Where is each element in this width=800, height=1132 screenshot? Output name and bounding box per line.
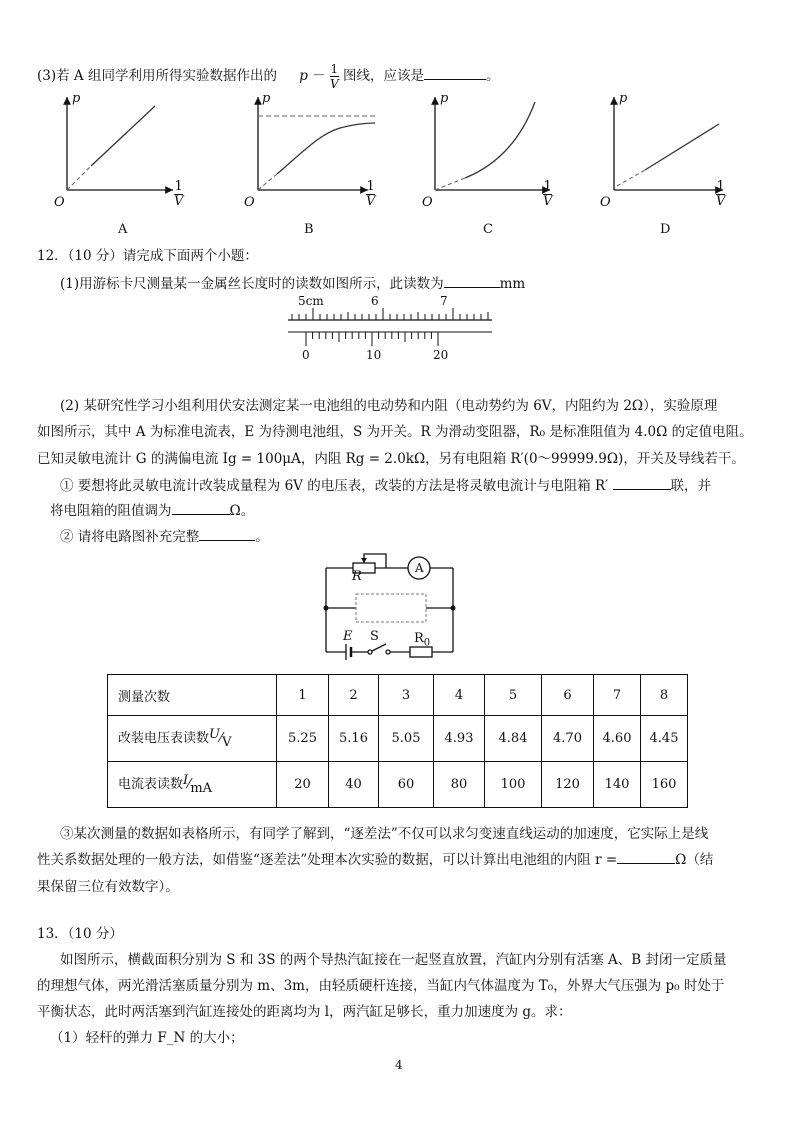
circuit-ammeter-label: A: [415, 561, 424, 575]
graph-a-origin: O: [54, 195, 65, 210]
q13-heading: 13．（10 分）: [37, 926, 123, 942]
graph-a-label: A: [118, 222, 128, 237]
q12-sub3-line1: ③某次测量的数据如表格所示，有同学了解到，“逐差法”不仅可以求匀变速直线运动的加速度，它实际上是线: [60, 826, 709, 842]
table-cell: 4.45: [641, 716, 688, 762]
q12-sub3-line3: 果保留三位有效数字）。: [37, 879, 179, 895]
q11-3-suffix: 图线，应该是: [342, 68, 424, 84]
graph-c-origin: O: [422, 195, 433, 210]
graph-b: [258, 97, 375, 190]
q13-line2: 的理想气体，两光滑活塞质量分别为 m、3m，由轻质硬杆连接，当缸内气体温度为 T₀，外界大气压强为 p₀ 时处于: [37, 978, 725, 994]
q12-part1-text: (1)用游标卡尺测量某一金属丝长度时的读数如图所示，此读数为: [60, 276, 444, 292]
row2-unit-num: I: [183, 773, 189, 788]
r0-main: R: [414, 631, 424, 646]
graph-c-x-top: 1: [543, 179, 552, 194]
q12-part2-line2: 如图所示，其中 A 为标准电流表，E 为待测电池组，S 为开关。R 为滑动变阻器，R₀ 是标准阻值为 4.0Ω 的定值电阻。: [37, 424, 753, 440]
table-cell: 1: [277, 675, 329, 716]
page-number: 4: [395, 1058, 403, 1072]
q12-heading: 12．（10 分）请完成下面两个小题：: [37, 248, 258, 264]
answer-blank-circuit[interactable]: [199, 540, 255, 541]
p-minus-inverse-v: [299, 62, 338, 91]
table-cell: 80: [434, 762, 485, 808]
q12-sub1-d: Ω。: [229, 503, 255, 519]
circuit-label-e: E: [343, 629, 353, 644]
table-row: [108, 675, 688, 716]
graph-b-y-label: p: [262, 91, 271, 106]
q12-sub1-line2: [50, 499, 254, 519]
table-cell: 5: [485, 675, 542, 716]
table-cell: 40: [329, 762, 379, 808]
p-symbol: p: [299, 68, 308, 84]
graph-d: [614, 97, 723, 190]
graph-a: [67, 97, 173, 190]
graph-a-x-top: 1: [174, 179, 183, 194]
q12-part2-line1: (2) 某研究性学习小组利用伏安法测定某一电池组的电动势和内阻（电动势约为 6V，内阻约为 2Ω），实验原理: [60, 398, 718, 414]
table-cell: 5.05: [379, 716, 434, 762]
graph-c-x-label: [543, 180, 552, 209]
table-cell: 4.93: [434, 716, 485, 762]
table-cell: 2: [329, 675, 379, 716]
graph-b-label: B: [304, 222, 314, 237]
q12-sub1-b: 联，并: [670, 478, 712, 494]
table-cell: 140: [594, 762, 641, 808]
graph-d-label: D: [660, 222, 671, 237]
graph-d-x-top: 1: [716, 179, 725, 194]
graph-a-x-bottom: V: [174, 194, 184, 209]
period: 。: [485, 68, 500, 84]
q12-part2-line3: 已知灵敏电流计 G 的满偏电流 Ig = 100μA，内阻 Rg = 2.0kΩ，另有电阻箱 R′(0～99999.9Ω)，开关及导线若干。: [37, 451, 745, 467]
answer-blank-internal-resistance[interactable]: [617, 863, 675, 864]
caliper-vernier-label-20: 20: [433, 348, 449, 362]
answer-blank-q11[interactable]: [424, 79, 486, 80]
measurement-table: [107, 674, 688, 808]
row1-unit-den: V: [222, 735, 232, 750]
caliper-vernier-label-10: 10: [366, 348, 382, 362]
graph-d-y-label: p: [619, 91, 628, 106]
circuit-label-r0: [414, 631, 430, 649]
graph-b-x-bottom: V: [366, 194, 376, 209]
table-cell: 100: [485, 762, 542, 808]
q12-sub2-b: 。: [255, 529, 269, 545]
graph-c-label: C: [483, 222, 493, 237]
row2-unit-den: mA: [190, 781, 213, 796]
row1-unit-num: U: [209, 727, 220, 742]
table-cell: 4.70: [542, 716, 594, 762]
q12-sub1-line1: [60, 474, 711, 494]
table-cell: 7: [594, 675, 641, 716]
q13-line3: 平衡状态，此时两活塞到汽缸连接处的距离均为 l，两汽缸足够长，重力加速度为 g。求：: [37, 1004, 572, 1020]
q12-sub1-a: ① 要想将此灵敏电流计改装成量程为 6V 的电压表，改装的方法是将灵敏电流计与电阻箱 R′: [60, 478, 609, 494]
frac-top: 1: [330, 62, 339, 76]
table-cell: 4.60: [594, 716, 641, 762]
q13-line1: 如图所示，横截面积分别为 S 和 3S 的两个导热汽缸接在一起竖直放置，汽缸内分别有活塞 A、B 封闭一定质量: [60, 952, 727, 968]
graph-b-x-label: [366, 180, 375, 209]
answer-blank-caliper[interactable]: [444, 287, 500, 288]
caliper-main-label-6: 6: [371, 294, 379, 308]
q13-sub1: （1）轻杆的弹力 F_N 的大小；: [50, 1030, 244, 1046]
graph-c: [435, 97, 550, 190]
q12-sub1-c: 将电阻箱的阻值调为: [50, 503, 172, 519]
row2-label: 电流表读数: [118, 777, 184, 792]
pv-graphs: [55, 92, 775, 217]
graph-b-x-top: 1: [366, 179, 375, 194]
q12-sub3-line2: [37, 848, 713, 868]
q12-part1-unit: mm: [499, 276, 526, 292]
table-cell: 20: [277, 762, 329, 808]
table-cell: 4: [434, 675, 485, 716]
table-row: [108, 716, 688, 762]
table-cell: 3: [379, 675, 434, 716]
graph-c-y-label: p: [440, 91, 449, 106]
graph-a-x-label: [174, 180, 183, 209]
graph-a-y-label: p: [72, 91, 81, 106]
table-cell: 8: [641, 675, 688, 716]
q11-3-prefix: (3)若 A 组同学利用所得实验数据作出的: [37, 68, 277, 84]
q12-sub3-line2b: Ω（结: [675, 852, 714, 868]
r0-sub: 0: [423, 637, 431, 649]
circuit-diagram: [318, 552, 468, 664]
caliper-vernier-label-0: 0: [302, 348, 310, 362]
minus-sign: －: [312, 68, 326, 84]
table-cell: 4.84: [485, 716, 542, 762]
answer-blank-connection[interactable]: [613, 489, 671, 490]
table-cell: 5.16: [329, 716, 379, 762]
table-cell: 5.25: [277, 716, 329, 762]
circuit-label-s: S: [370, 629, 379, 644]
caliper-main-label-5cm: 5cm: [298, 294, 324, 308]
answer-blank-resistance[interactable]: [172, 514, 230, 515]
graph-b-origin: O: [244, 195, 255, 210]
q12-sub3-line2a: 性关系数据处理的一般方法，如借鉴“逐差法”处理本次实验的数据，可以计算出电池组的内阻 r =: [37, 852, 618, 868]
q12-sub2: [60, 525, 269, 545]
table-header-label: 测量次数: [108, 675, 277, 716]
row1-label-cell: 改装电压表读数U⁄V: [108, 716, 277, 762]
graph-d-x-bottom: V: [716, 194, 726, 209]
graph-d-x-label: [716, 180, 725, 209]
graph-d-origin: O: [600, 195, 611, 210]
row2-label-cell: 电流表读数I⁄mA: [108, 762, 277, 808]
graph-c-x-bottom: V: [543, 194, 553, 209]
frac-bottom: V: [330, 77, 339, 91]
frac-1-over-v: [330, 62, 339, 91]
table-cell: 6: [542, 675, 594, 716]
table-cell: 120: [542, 762, 594, 808]
circuit-label-r: R: [352, 569, 362, 584]
table-cell: 60: [379, 762, 434, 808]
table-cell: 160: [641, 762, 688, 808]
caliper-main-label-7: 7: [440, 294, 448, 308]
q11-3-line: [37, 62, 499, 91]
q12-sub2-a: ② 请将电路图补充完整: [60, 529, 200, 545]
table-row: [108, 762, 688, 808]
q12-part1: [60, 272, 525, 292]
row1-label: 改装电压表读数: [118, 731, 210, 746]
